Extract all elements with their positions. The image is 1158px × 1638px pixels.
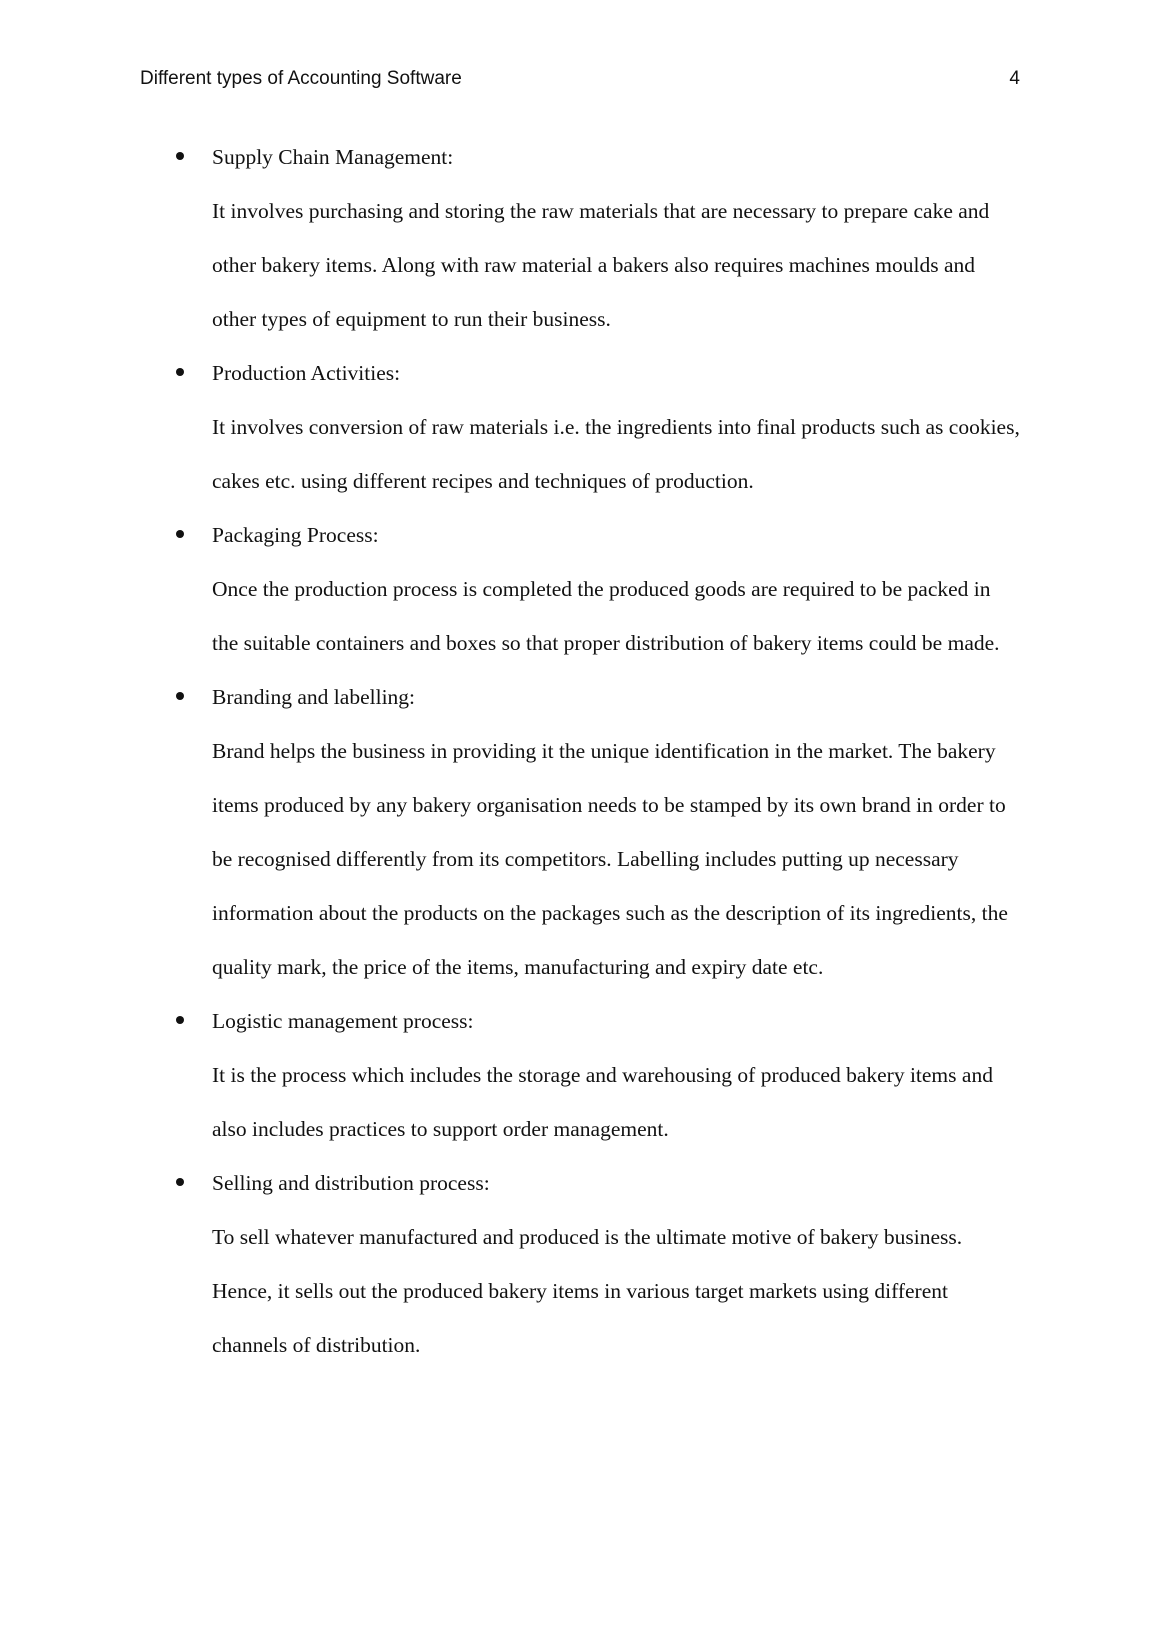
list-item xyxy=(140,130,1020,346)
header-title: Different types of Accounting Software xyxy=(140,68,462,89)
item-heading: Selling and distribution process: xyxy=(212,1171,490,1195)
bullet-icon xyxy=(176,1016,184,1024)
bullet-icon xyxy=(176,1178,184,1186)
list-item xyxy=(140,508,1020,670)
item-body: Brand helps the business in providing it the unique identification in the market. The bakery items produced by any bakery organisation needs to be stamped by its own brand in order to be recognised differently from its competitors. Labelling includes putting up necessary information about the products on the packages such as the description of its ingredients, the quality mark, the price of the items, manufacturing and expiry date etc. xyxy=(212,739,1008,979)
bullet-icon xyxy=(176,368,184,376)
page-number: 4 xyxy=(1009,68,1020,89)
running-header xyxy=(140,68,1020,98)
item-heading: Logistic management process: xyxy=(212,1009,474,1033)
list-item xyxy=(140,670,1020,994)
list-item xyxy=(140,346,1020,508)
list-item xyxy=(140,994,1020,1156)
item-body: It involves purchasing and storing the raw materials that are necessary to prepare cake and other bakery items. Along with raw material a bakers also requires machines moulds and other types of equipment to run their business. xyxy=(212,199,990,331)
item-body: It is the process which includes the storage and warehousing of produced bakery items and also includes practices to support order management. xyxy=(212,1063,993,1141)
item-body: It involves conversion of raw materials i.e. the ingredients into final products such as cookies, cakes etc. using different recipes and techniques of production. xyxy=(212,415,1020,493)
item-heading: Production Activities: xyxy=(212,361,401,385)
bullet-icon xyxy=(176,692,184,700)
bullet-icon xyxy=(176,152,184,160)
item-heading: Branding and labelling: xyxy=(212,685,416,709)
item-body: Once the production process is completed the produced goods are required to be packed in the suitable containers and boxes so that proper distribution of bakery items could be made. xyxy=(212,577,1000,655)
item-heading: Packaging Process: xyxy=(212,523,379,547)
bullet-list xyxy=(140,130,1020,1372)
item-heading: Supply Chain Management: xyxy=(212,145,454,169)
item-body: To sell whatever manufactured and produced is the ultimate motive of bakery business. Hence, it sells out the produced bakery items in various target markets using different channels of distribution. xyxy=(212,1225,963,1357)
bullet-icon xyxy=(176,530,184,538)
list-item xyxy=(140,1156,1020,1372)
